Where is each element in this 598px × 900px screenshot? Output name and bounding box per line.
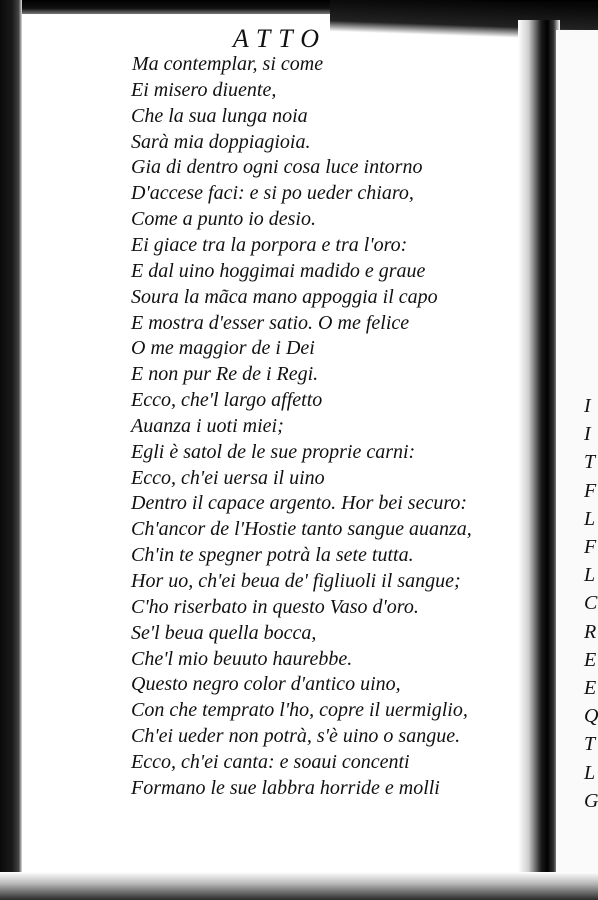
verse-line: Ch'ei ueder non potrà, s'è uino o sangue. — [131, 725, 461, 748]
verse-line: Formano le sue labbra horride e molli — [131, 776, 440, 799]
verse-line: Auanza i uoti miei; — [131, 414, 284, 437]
facing-page-fragment: Q — [584, 705, 598, 728]
verse-line: Questo negro color d'antico uino, — [131, 673, 401, 696]
scan-bottom-edge — [0, 872, 598, 900]
verse-line: Ch'in te spegner potrà la sete tutta. — [131, 544, 414, 567]
verse-line: Ecco, ch'ei canta: e soaui concenti — [131, 750, 410, 773]
verse-line: Ma contemplar, si come — [132, 53, 324, 75]
facing-page-fragment: I — [584, 395, 591, 417]
facing-page-fragment: T — [584, 733, 596, 756]
verse-line: Ei giace tra la porpora e tra l'oro: — [131, 233, 408, 256]
facing-page-fragment: F — [584, 536, 597, 558]
verse-line: Ecco, ch'ei uersa il uino — [131, 466, 325, 489]
book-gutter — [518, 20, 560, 900]
facing-page-fragment: L — [584, 507, 596, 530]
facing-page-fragment: R — [584, 620, 597, 643]
facing-page-fragment: I — [584, 423, 591, 446]
verse-line: Soura la mãca mano appoggia il capo — [131, 285, 438, 308]
verse-line: Come a punto io desio. — [131, 208, 316, 231]
verse-line: C'ho riserbato in questo Vaso d'oro. — [131, 595, 419, 618]
verse-line: Con che temprato l'ho, copre il uermiglio, — [131, 699, 468, 722]
verse-line: Dentro il capace argento. Hor bei securo: — [131, 492, 468, 515]
verse-line: Che'l mio beuuto haurebbe. — [131, 647, 353, 670]
facing-page-fragment: G — [584, 789, 598, 812]
verse-line: Hor uo, ch'ei beua de' figliuoli il sangue; — [131, 570, 461, 592]
verse-line: O me maggior de i Dei — [131, 337, 315, 360]
verse-line: E dal uino hoggimai madido e graue — [131, 259, 426, 282]
facing-page-fragment: F — [584, 479, 597, 502]
verse-line: E non pur Re de i Regi. — [131, 363, 319, 386]
verse-line: Ei misero diuente, — [131, 78, 277, 101]
verse-line: Che la sua lunga noia — [131, 104, 308, 127]
verse-line: Ecco, che'l largo affetto — [131, 389, 323, 412]
facing-page-fragment: L — [584, 564, 596, 587]
facing-page-fragment: L — [584, 761, 596, 784]
verse-line: E mostra d'esser satio. O me felice — [131, 311, 410, 334]
verse-line: Ch'ancor de l'Hostie tanto sangue auanza, — [131, 518, 472, 541]
facing-page-fragment: C — [584, 592, 598, 615]
facing-page-fragment: E — [584, 648, 597, 671]
verse-line: Gia di dentro ogni cosa luce intorno — [131, 156, 423, 179]
verse-line: Se'l beua quella bocca, — [131, 621, 317, 644]
facing-page-fragment: T — [584, 451, 596, 474]
verse-line: Sarà mia doppiagioia. — [131, 130, 311, 153]
facing-page-fragment: E — [584, 677, 597, 699]
scan-left-edge — [0, 0, 22, 900]
page-title: ATTO — [232, 24, 328, 53]
verse-line: D'accese faci: e si po ueder chiaro, — [131, 182, 414, 205]
verse-line: Egli è satol de le sue proprie carni: — [131, 440, 416, 463]
